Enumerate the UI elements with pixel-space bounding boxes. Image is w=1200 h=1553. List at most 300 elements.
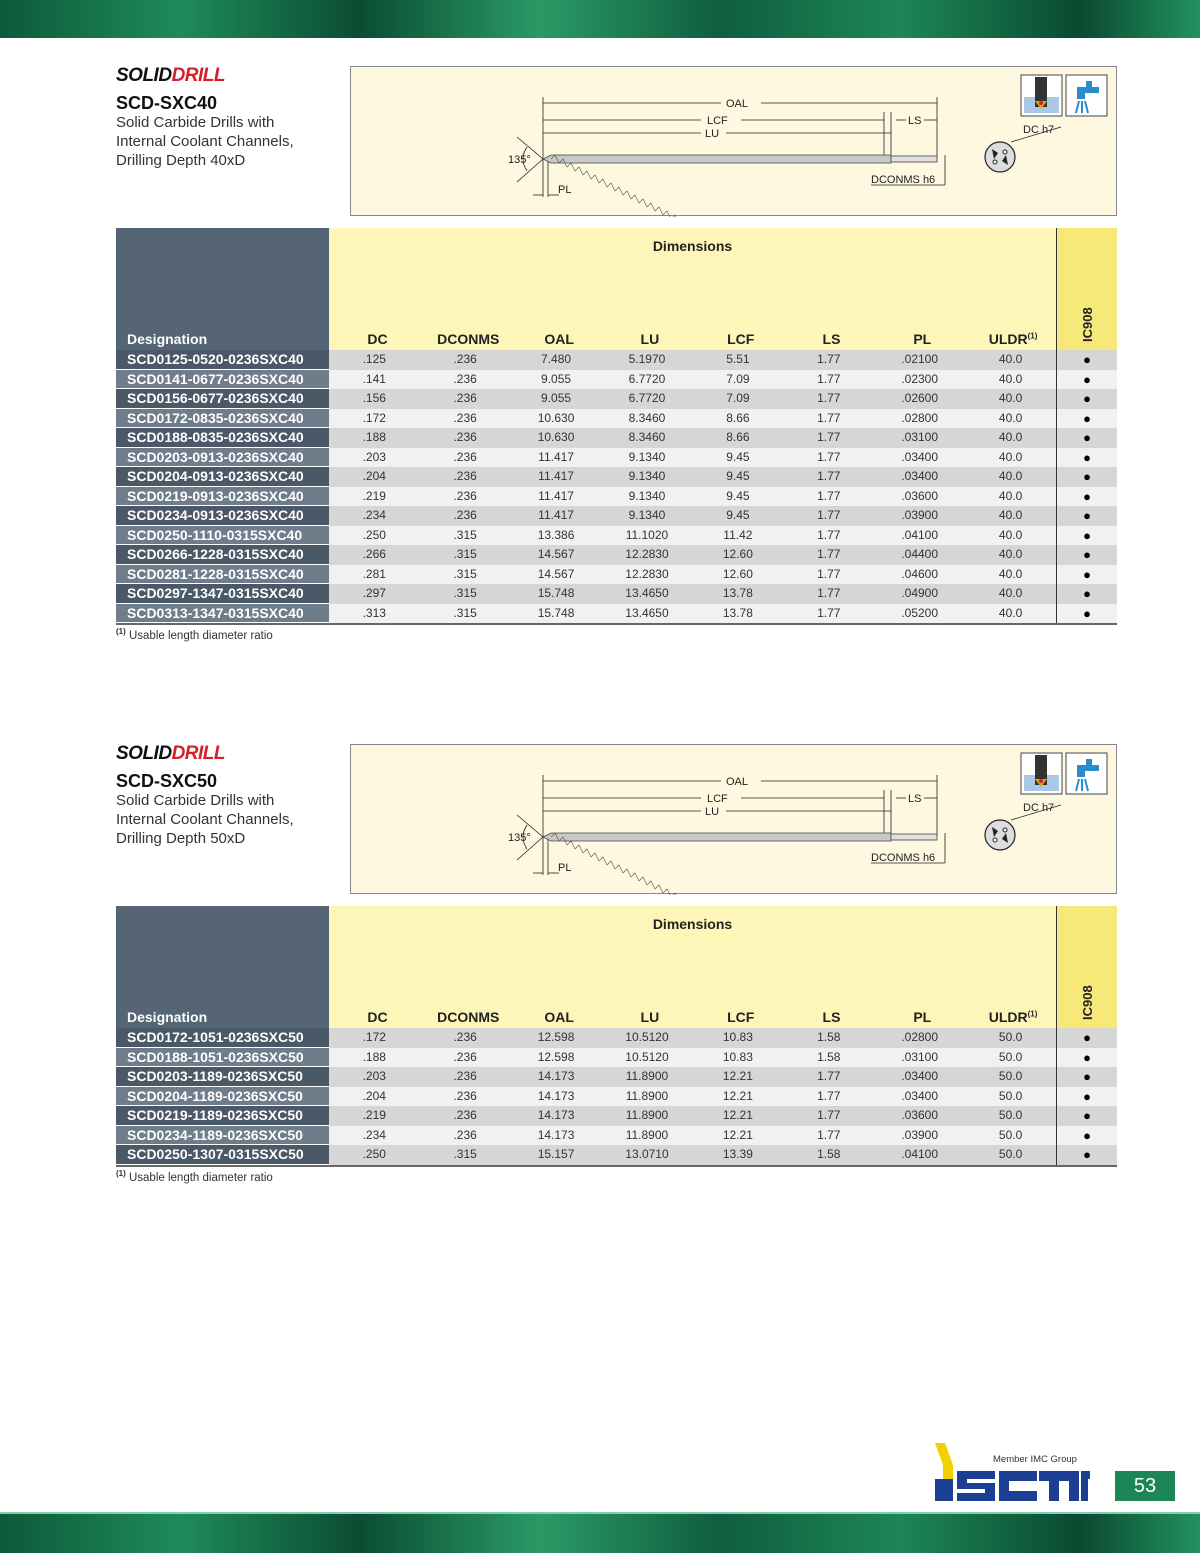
lcf-cell: 5.51 (692, 350, 783, 370)
dc-cell: .313 (329, 604, 420, 624)
uldr-cell: 40.0 (965, 428, 1056, 448)
dconms-cell: .315 (420, 584, 511, 604)
description-line: Internal Coolant Channels, (116, 811, 294, 828)
product-description (116, 113, 346, 170)
pl-cell: .02800 (874, 409, 965, 429)
dc-cell: .281 (329, 565, 420, 585)
ls-cell: 1.77 (783, 545, 874, 565)
lu-cell: 13.0710 (602, 1145, 693, 1165)
internal-coolant-tap-icon (1066, 753, 1107, 794)
ic908-availability-dot: ● (1056, 1145, 1117, 1165)
dc-label: DC h7 (1023, 802, 1055, 814)
dconms-cell: .236 (420, 1126, 511, 1146)
ls-cell: 1.77 (783, 584, 874, 604)
ic908-availability-dot: ● (1056, 467, 1117, 487)
table-row (116, 1087, 1117, 1107)
column-header-pl: PL (913, 331, 932, 347)
uldr-cell: 40.0 (965, 545, 1056, 565)
oal-label: OAL (726, 776, 749, 788)
lcf-cell: 13.39 (692, 1145, 783, 1165)
uldr-cell: 40.0 (965, 350, 1056, 370)
lu-cell: 9.1340 (602, 448, 693, 468)
ls-cell: 1.77 (783, 565, 874, 585)
column-header-dconms: DCONMS (437, 331, 500, 347)
lcf-cell: 10.83 (692, 1048, 783, 1068)
lcf-cell: 7.09 (692, 389, 783, 409)
ic908-availability-dot: ● (1056, 526, 1117, 546)
angle-label: 135° (508, 154, 531, 166)
lu-cell: 9.1340 (602, 487, 693, 507)
uldr-cell: 40.0 (965, 467, 1056, 487)
bottom-banner (0, 1512, 1200, 1553)
column-header-uldr: ULDR$^{(1)}$ (988, 1009, 1038, 1025)
pl-cell: .05200 (874, 604, 965, 624)
column-header-designation: Designation (127, 331, 208, 347)
pl-cell: .04100 (874, 1145, 965, 1165)
dconms-cell: .236 (420, 370, 511, 390)
lcf-cell: 9.45 (692, 467, 783, 487)
ls-cell: 1.77 (783, 467, 874, 487)
uldr-cell: 40.0 (965, 448, 1056, 468)
pl-cell: .03400 (874, 467, 965, 487)
lu-cell: 13.4650 (602, 584, 693, 604)
designation-cell: SCD0188-0835-0236SXC40 (116, 428, 329, 448)
uldr-cell: 40.0 (965, 584, 1056, 604)
ic908-availability-dot: ● (1056, 389, 1117, 409)
uldr-cell: 50.0 (965, 1087, 1056, 1107)
dconms-cell: .236 (420, 448, 511, 468)
dc-cell: .250 (329, 526, 420, 546)
oal-cell: 14.567 (511, 545, 602, 565)
pl-cell: .03400 (874, 448, 965, 468)
ic908-availability-dot: ● (1056, 448, 1117, 468)
lu-label: LU (705, 128, 720, 140)
table-row (116, 545, 1117, 565)
uldr-cell: 50.0 (965, 1126, 1056, 1146)
pl-cell: .03400 (874, 1067, 965, 1087)
pl-cell: .04600 (874, 565, 965, 585)
ic908-availability-dot: ● (1056, 370, 1117, 390)
ic908-availability-dot: ● (1056, 545, 1117, 565)
table-row (116, 526, 1117, 546)
ic908-availability-dot: ● (1056, 565, 1117, 585)
ic908-availability-dot: ● (1056, 604, 1117, 624)
ls-cell: 1.77 (783, 1106, 874, 1126)
uldr-cell: 50.0 (965, 1028, 1056, 1048)
ls-cell: 1.77 (783, 409, 874, 429)
lu-cell: 11.1020 (602, 526, 693, 546)
drill-dimension-diagram (350, 66, 1117, 216)
dconms-cell: .236 (420, 1106, 511, 1126)
dconms-label: DCONMS h6 (871, 174, 936, 186)
ls-cell: 1.77 (783, 370, 874, 390)
lcf-cell: 12.21 (692, 1106, 783, 1126)
designation-cell: SCD0172-0835-0236SXC40 (116, 409, 329, 429)
dconms-cell: .236 (420, 409, 511, 429)
dconms-cell: .315 (420, 565, 511, 585)
description-line: Drilling Depth 50xD (116, 830, 246, 847)
dc-cell: .219 (329, 1106, 420, 1126)
oal-cell: 11.417 (511, 506, 602, 526)
lcf-cell: 10.83 (692, 1028, 783, 1048)
ic908-availability-dot: ● (1056, 1106, 1117, 1126)
dconms-cell: .236 (420, 506, 511, 526)
ls-cell: 1.77 (783, 1126, 874, 1146)
dconms-cell: .236 (420, 1028, 511, 1048)
pl-cell: .03900 (874, 1126, 965, 1146)
product-description (116, 791, 346, 848)
oal-cell: 15.748 (511, 584, 602, 604)
drill-dimension-diagram (350, 744, 1117, 894)
oal-cell: 14.173 (511, 1126, 602, 1146)
lu-cell: 9.1340 (602, 467, 693, 487)
dconms-cell: .236 (420, 1087, 511, 1107)
ic908-availability-dot: ● (1056, 487, 1117, 507)
table-row (116, 428, 1117, 448)
dconms-cell: .236 (420, 1067, 511, 1087)
ic908-availability-dot: ● (1056, 506, 1117, 526)
column-group-dimensions: Dimensions (652, 916, 733, 932)
ls-cell: 1.77 (783, 448, 874, 468)
designation-cell: SCD0203-1189-0236SXC50 (116, 1067, 329, 1087)
pl-cell: .03400 (874, 1087, 965, 1107)
dconms-cell: .315 (420, 526, 511, 546)
member-imc-group: Member IMC Group (993, 1454, 1077, 1465)
ls-cell: 1.77 (783, 350, 874, 370)
dc-cell: .156 (329, 389, 420, 409)
dc-cell: .266 (329, 545, 420, 565)
top-banner (0, 0, 1200, 38)
ic908-availability-dot: ● (1056, 1087, 1117, 1107)
lcf-label: LCF (707, 793, 728, 805)
uldr-cell: 50.0 (965, 1067, 1056, 1087)
product-title: SCD-SXC40 (116, 93, 218, 113)
pl-cell: .04900 (874, 584, 965, 604)
column-header-ic908: IC908 (1080, 307, 1095, 342)
lcf-cell: 8.66 (692, 409, 783, 429)
dc-cell: .297 (329, 584, 420, 604)
lu-cell: 6.7720 (602, 389, 693, 409)
ic908-availability-dot: ● (1056, 1028, 1117, 1048)
lcf-cell: 12.21 (692, 1067, 783, 1087)
angle-label: 135° (508, 832, 531, 844)
lu-cell: 5.1970 (602, 350, 693, 370)
dc-cell: .141 (329, 370, 420, 390)
uldr-cell: 40.0 (965, 487, 1056, 507)
lcf-cell: 9.45 (692, 448, 783, 468)
designation-cell: SCD0297-1347-0315SXC40 (116, 584, 329, 604)
ls-cell: 1.77 (783, 604, 874, 624)
column-header-dc: DC (367, 1009, 388, 1025)
table-row (116, 370, 1117, 390)
table-header (116, 906, 1117, 1028)
column-header-lu: LU (640, 331, 660, 347)
dconms-cell: .236 (420, 1048, 511, 1068)
lcf-label: LCF (707, 115, 728, 127)
oal-label: OAL (726, 98, 749, 110)
oal-cell: 11.417 (511, 467, 602, 487)
oal-cell: 11.417 (511, 487, 602, 507)
lcf-cell: 12.21 (692, 1126, 783, 1146)
lu-cell: 12.2830 (602, 545, 693, 565)
column-header-ls: LS (822, 331, 841, 347)
table-row (116, 448, 1117, 468)
lu-cell: 6.7720 (602, 370, 693, 390)
lu-cell: 13.4650 (602, 604, 693, 624)
dc-cell: .188 (329, 428, 420, 448)
ls-cell: 1.77 (783, 1087, 874, 1107)
pl-cell: .02100 (874, 350, 965, 370)
lu-cell: 9.1340 (602, 506, 693, 526)
ls-cell: 1.77 (783, 487, 874, 507)
oal-cell: 7.480 (511, 350, 602, 370)
uldr-cell: 50.0 (965, 1145, 1056, 1165)
dc-cell: .172 (329, 409, 420, 429)
dc-cell: .125 (329, 350, 420, 370)
uldr-cell: 40.0 (965, 565, 1056, 585)
designation-cell: SCD0156-0677-0236SXC40 (116, 389, 329, 409)
dconms-cell: .315 (420, 1145, 511, 1165)
uldr-cell: 50.0 (965, 1106, 1056, 1126)
pl-cell: .02800 (874, 1028, 965, 1048)
dc-label: DC h7 (1023, 124, 1055, 136)
ls-cell: 1.77 (783, 428, 874, 448)
table-header (116, 228, 1117, 350)
lu-cell: 11.8900 (602, 1106, 693, 1126)
lcf-cell: 9.45 (692, 487, 783, 507)
description-line: Solid Carbide Drills with (116, 792, 275, 809)
pl-cell: .03100 (874, 1048, 965, 1068)
ls-label: LS (908, 793, 922, 805)
column-header-lcf: LCF (727, 331, 755, 347)
ls-cell: 1.77 (783, 389, 874, 409)
lu-cell: 8.3460 (602, 409, 693, 429)
coolant-insert-icon (1021, 75, 1062, 116)
dc-cell: .204 (329, 467, 420, 487)
pl-cell: .02600 (874, 389, 965, 409)
pl-cell: .02300 (874, 370, 965, 390)
lcf-cell: 7.09 (692, 370, 783, 390)
dconms-cell: .236 (420, 467, 511, 487)
lu-cell: 10.5120 (602, 1048, 693, 1068)
ls-cell: 1.58 (783, 1028, 874, 1048)
ic908-availability-dot: ● (1056, 428, 1117, 448)
designation-cell: SCD0250-1110-0315SXC40 (116, 526, 329, 546)
column-header-ls: LS (822, 1009, 841, 1025)
oal-cell: 13.386 (511, 526, 602, 546)
table-row (116, 487, 1117, 507)
lu-cell: 11.8900 (602, 1126, 693, 1146)
pl-cell: .03600 (874, 487, 965, 507)
uldr-cell: 40.0 (965, 526, 1056, 546)
uldr-cell: 40.0 (965, 409, 1056, 429)
table-row (116, 565, 1117, 585)
description-line: Internal Coolant Channels, (116, 133, 294, 150)
designation-cell: SCD0234-1189-0236SXC50 (116, 1126, 329, 1146)
dconms-cell: .236 (420, 389, 511, 409)
pl-label: PL (558, 184, 572, 196)
ls-cell: 1.77 (783, 1067, 874, 1087)
lcf-cell: 8.66 (692, 428, 783, 448)
lcf-cell: 11.42 (692, 526, 783, 546)
ls-cell: 1.77 (783, 506, 874, 526)
table-row (116, 604, 1117, 624)
dconms-cell: .236 (420, 428, 511, 448)
lu-label: LU (705, 806, 720, 818)
dc-cell: .219 (329, 487, 420, 507)
description-line: Drilling Depth 40xD (116, 152, 246, 169)
table-row (116, 506, 1117, 526)
pl-cell: .04400 (874, 545, 965, 565)
iscar-logo (935, 1443, 1090, 1508)
designation-cell: SCD0250-1307-0315SXC50 (116, 1145, 329, 1165)
oal-cell: 9.055 (511, 389, 602, 409)
table-row (116, 1028, 1117, 1048)
designation-cell: SCD0125-0520-0236SXC40 (116, 350, 329, 370)
dc-cell: .204 (329, 1087, 420, 1107)
designation-cell: SCD0266-1228-0315SXC40 (116, 545, 329, 565)
dc-cell: .250 (329, 1145, 420, 1165)
ls-cell: 1.58 (783, 1048, 874, 1068)
dconms-cell: .236 (420, 487, 511, 507)
pl-label: PL (558, 862, 572, 874)
dc-cell: .203 (329, 1067, 420, 1087)
designation-cell: SCD0219-0913-0236SXC40 (116, 487, 329, 507)
designation-cell: SCD0188-1051-0236SXC50 (116, 1048, 329, 1068)
dconms-cell: .315 (420, 545, 511, 565)
oal-cell: 15.157 (511, 1145, 602, 1165)
table-row (116, 1048, 1117, 1068)
designation-cell: SCD0141-0677-0236SXC40 (116, 370, 329, 390)
table-row (116, 467, 1117, 487)
table-row (116, 1126, 1117, 1146)
page-number: 53 (1115, 1471, 1175, 1501)
uldr-cell: 50.0 (965, 1048, 1056, 1068)
description-line: Solid Carbide Drills with (116, 114, 275, 131)
dc-cell: .203 (329, 448, 420, 468)
pl-cell: .04100 (874, 526, 965, 546)
oal-cell: 9.055 (511, 370, 602, 390)
footnote: $^{(1)}$ Usable length diameter ratio (116, 627, 273, 642)
column-header-pl: PL (913, 1009, 932, 1025)
table-row (116, 584, 1117, 604)
ic908-availability-dot: ● (1056, 409, 1117, 429)
ls-label: LS (908, 115, 922, 127)
dc-cell: .234 (329, 506, 420, 526)
designation-cell: SCD0313-1347-0315SXC40 (116, 604, 329, 624)
oal-cell: 14.173 (511, 1106, 602, 1126)
designation-cell: SCD0204-1189-0236SXC50 (116, 1087, 329, 1107)
ic908-availability-dot: ● (1056, 584, 1117, 604)
ic908-availability-dot: ● (1056, 1067, 1117, 1087)
column-header-ic908: IC908 (1080, 985, 1095, 1020)
pl-cell: .03600 (874, 1106, 965, 1126)
drill-cross-section-icon (985, 142, 1015, 172)
lcf-cell: 13.78 (692, 584, 783, 604)
designation-cell: SCD0172-1051-0236SXC50 (116, 1028, 329, 1048)
dconms-cell: .236 (420, 350, 511, 370)
lcf-cell: 12.21 (692, 1087, 783, 1107)
column-header-oal: OAL (544, 331, 574, 347)
designation-cell: SCD0219-1189-0236SXC50 (116, 1106, 329, 1126)
table-row (116, 409, 1117, 429)
pl-cell: .03900 (874, 506, 965, 526)
lu-cell: 11.8900 (602, 1067, 693, 1087)
oal-cell: 14.567 (511, 565, 602, 585)
ls-cell: 1.58 (783, 1145, 874, 1165)
column-header-designation: Designation (127, 1009, 208, 1025)
column-header-oal: OAL (544, 1009, 574, 1025)
lcf-cell: 13.78 (692, 604, 783, 624)
designation-cell: SCD0203-0913-0236SXC40 (116, 448, 329, 468)
ic908-availability-dot: ● (1056, 1048, 1117, 1068)
column-header-lcf: LCF (727, 1009, 755, 1025)
column-group-dimensions: Dimensions (652, 238, 733, 254)
dconms-cell: .315 (420, 604, 511, 624)
coolant-insert-icon (1021, 753, 1062, 794)
uldr-cell: 40.0 (965, 389, 1056, 409)
lu-cell: 10.5120 (602, 1028, 693, 1048)
dc-cell: .172 (329, 1028, 420, 1048)
oal-cell: 12.598 (511, 1048, 602, 1068)
table-row (116, 1067, 1117, 1087)
oal-cell: 15.748 (511, 604, 602, 624)
uldr-cell: 40.0 (965, 604, 1056, 624)
oal-cell: 12.598 (511, 1028, 602, 1048)
oal-cell: 14.173 (511, 1067, 602, 1087)
column-header-uldr: ULDR$^{(1)}$ (988, 331, 1038, 347)
uldr-cell: 40.0 (965, 370, 1056, 390)
dc-cell: .188 (329, 1048, 420, 1068)
lu-cell: 12.2830 (602, 565, 693, 585)
lcf-cell: 12.60 (692, 545, 783, 565)
lu-cell: 11.8900 (602, 1087, 693, 1107)
product-title: SCD-SXC50 (116, 771, 218, 791)
dc-cell: .234 (329, 1126, 420, 1146)
table-row (116, 350, 1117, 370)
footnote: $^{(1)}$ Usable length diameter ratio (116, 1169, 273, 1184)
column-header-dc: DC (367, 331, 388, 347)
oal-cell: 10.630 (511, 409, 602, 429)
pl-cell: .03100 (874, 428, 965, 448)
lcf-cell: 12.60 (692, 565, 783, 585)
table-row (116, 1106, 1117, 1126)
lu-cell: 8.3460 (602, 428, 693, 448)
uldr-cell: 40.0 (965, 506, 1056, 526)
column-header-lu: LU (640, 1009, 660, 1025)
dimensions-table (116, 906, 1117, 1167)
oal-cell: 10.630 (511, 428, 602, 448)
solid-drill-brand-logo: SOLIDDRILL (116, 743, 225, 764)
lcf-cell: 9.45 (692, 506, 783, 526)
designation-cell: SCD0234-0913-0236SXC40 (116, 506, 329, 526)
column-header-dconms: DCONMS (437, 1009, 500, 1025)
drill-cross-section-icon (985, 820, 1015, 850)
solid-drill-brand-logo: SOLIDDRILL (116, 65, 225, 86)
ic908-availability-dot: ● (1056, 350, 1117, 370)
designation-cell: SCD0204-0913-0236SXC40 (116, 467, 329, 487)
table-row (116, 1145, 1117, 1165)
oal-cell: 11.417 (511, 448, 602, 468)
ls-cell: 1.77 (783, 526, 874, 546)
ic908-availability-dot: ● (1056, 1126, 1117, 1146)
dimensions-table (116, 228, 1117, 625)
dconms-label: DCONMS h6 (871, 852, 936, 864)
table-row (116, 389, 1117, 409)
oal-cell: 14.173 (511, 1087, 602, 1107)
internal-coolant-tap-icon (1066, 75, 1107, 116)
designation-cell: SCD0281-1228-0315SXC40 (116, 565, 329, 585)
